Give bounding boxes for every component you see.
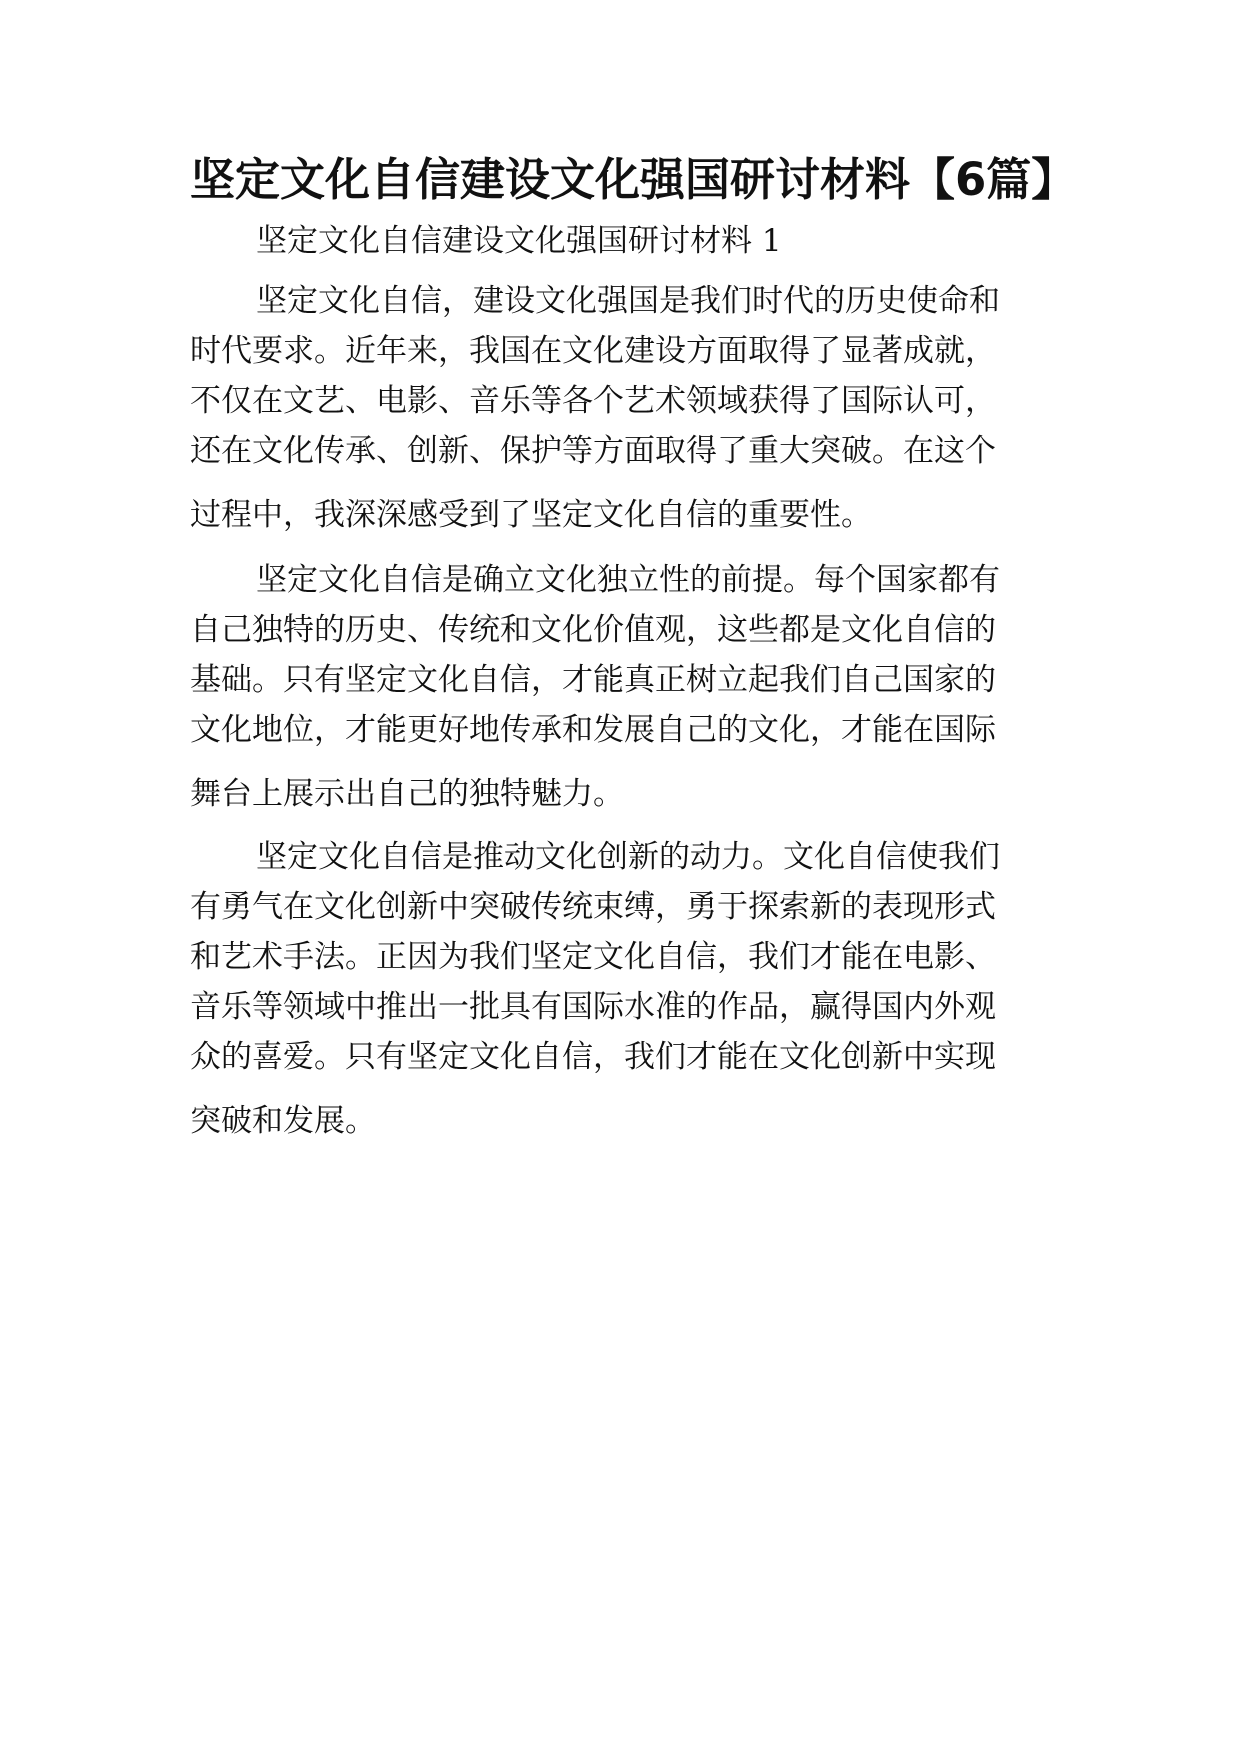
paragraph-line: 突破和发展。: [190, 1103, 376, 1139]
paragraph-line: 过程中，我深深感受到了坚定文化自信的重要性。: [190, 497, 872, 533]
paragraph-line: 时代要求。近年来，我国在文化建设方面取得了显著成就，: [190, 333, 996, 369]
paragraph-line: 基础。只有坚定文化自信，才能真正树立起我们自己国家的: [190, 662, 996, 698]
paragraph-line: 众的喜爱。只有坚定文化自信，我们才能在文化创新中实现: [190, 1039, 996, 1075]
paragraph-3: [190, 832, 1048, 1146]
paragraph-line: 音乐等领域中推出一批具有国际水准的作品，赢得国内外观: [190, 989, 996, 1025]
paragraph-line: 文化地位，才能更好地传承和发展自己的文化，才能在国际: [190, 712, 996, 748]
paragraph-line: 有勇气在文化创新中突破传统束缚，勇于探索新的表现形式: [190, 889, 996, 925]
paragraph-line: 坚定文化自信是确立文化独立性的前提。每个国家都有: [256, 562, 1000, 598]
document-title: 坚定文化自信建设文化强国研讨材料【6篇】: [190, 153, 1077, 206]
paragraph-line: 不仅在文艺、电影、音乐等各个艺术领域获得了国际认可，: [190, 383, 996, 419]
paragraph-1: [190, 276, 1048, 540]
paragraph-line: 坚定文化自信，建设文化强国是我们时代的历史使命和: [256, 283, 1000, 319]
paragraph-line: 自己独特的历史、传统和文化价值观，这些都是文化自信的: [190, 612, 996, 648]
paragraph-line: 舞台上展示出自己的独特魅力。: [190, 776, 624, 812]
paragraph-2: [190, 555, 1048, 819]
paragraph-line: 和艺术手法。正因为我们坚定文化自信，我们才能在电影、: [190, 939, 996, 975]
paragraph-line: 还在文化传承、创新、保护等方面取得了重大突破。在这个: [190, 433, 996, 469]
paragraph-line: 坚定文化自信是推动文化创新的动力。文化自信使我们: [256, 839, 1000, 875]
section-heading: 坚定文化自信建设文化强国研讨材料 1: [256, 223, 782, 259]
